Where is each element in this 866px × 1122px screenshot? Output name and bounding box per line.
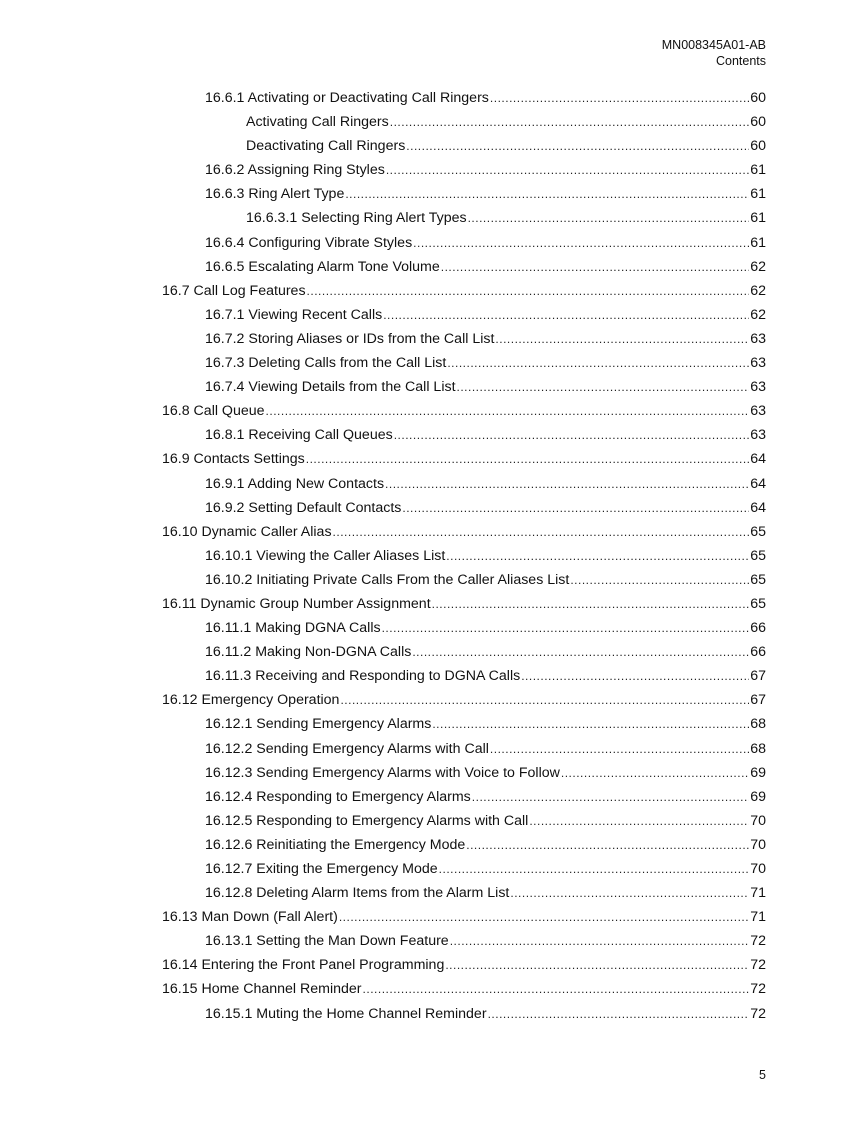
toc-entry-title[interactable]: 16.6.1 Activating or Deactivating Call Ringers bbox=[205, 90, 489, 106]
toc-entry-title[interactable]: 16.14 Entering the Front Panel Programming bbox=[162, 957, 445, 974]
toc-entry-title[interactable]: 16.9.1 Adding New Contacts bbox=[205, 475, 385, 492]
dot-leader bbox=[466, 838, 749, 852]
dot-leader bbox=[570, 573, 749, 587]
toc-entry-page[interactable]: 69 bbox=[750, 788, 766, 805]
toc-entry[interactable] bbox=[162, 981, 766, 1005]
dot-leader bbox=[561, 766, 749, 780]
toc-entry-title[interactable]: 16.7 Call Log Features bbox=[162, 282, 306, 299]
toc-entry[interactable] bbox=[162, 235, 766, 259]
toc-entry-title[interactable]: 16.12.5 Responding to Emergency Alarms with Call bbox=[205, 812, 529, 829]
toc-entry-page[interactable]: 72 bbox=[750, 933, 766, 950]
toc-entry-page[interactable]: 65 bbox=[750, 523, 766, 540]
toc-entry-title[interactable]: 16.12.1 Sending Emergency Alarms bbox=[205, 716, 432, 733]
toc-entry[interactable] bbox=[162, 307, 766, 331]
toc-entry-page[interactable]: 71 bbox=[750, 885, 766, 902]
dot-leader bbox=[307, 284, 750, 298]
toc-entry-title[interactable]: 16.13 Man Down (Fall Alert) bbox=[162, 909, 338, 926]
toc-entry-page[interactable]: 66 bbox=[750, 620, 766, 637]
toc-entry-page[interactable]: 64 bbox=[750, 451, 766, 468]
toc-entry-title[interactable]: 16.6.5 Escalating Alarm Tone Volume bbox=[205, 258, 440, 275]
dot-leader bbox=[406, 139, 749, 153]
dot-leader bbox=[490, 91, 749, 105]
toc-entry-page[interactable]: 68 bbox=[750, 740, 766, 757]
toc-entry[interactable] bbox=[162, 644, 766, 668]
toc-entry-title[interactable]: 16.12.7 Exiting the Emergency Mode bbox=[205, 861, 438, 877]
toc-entry[interactable] bbox=[162, 403, 766, 427]
dot-leader bbox=[402, 501, 749, 515]
toc-entry-title[interactable]: 16.6.3.1 Selecting Ring Alert Types bbox=[246, 210, 467, 227]
dot-leader bbox=[468, 211, 750, 225]
toc-entry[interactable] bbox=[162, 837, 766, 861]
dot-leader bbox=[339, 910, 749, 924]
dot-leader bbox=[472, 790, 749, 804]
toc-entry-title[interactable]: 16.12.8 Deleting Alarm Items from the Alarm List bbox=[205, 885, 510, 902]
dot-leader bbox=[529, 814, 749, 828]
toc-entry-title[interactable]: 16.12.4 Responding to Emergency Alarms bbox=[205, 788, 471, 805]
dot-leader bbox=[340, 693, 749, 707]
dot-leader bbox=[386, 163, 749, 177]
toc-entry[interactable] bbox=[162, 476, 766, 500]
toc-entry-page[interactable]: 72 bbox=[750, 1005, 766, 1022]
dot-leader bbox=[439, 862, 750, 876]
toc-entry-page[interactable]: 63 bbox=[750, 379, 766, 396]
toc-entry-page[interactable]: 72 bbox=[750, 981, 766, 998]
toc-entry[interactable] bbox=[162, 861, 766, 885]
dot-leader bbox=[445, 958, 749, 972]
toc-entry-page[interactable]: 68 bbox=[750, 716, 766, 733]
toc-entry-page[interactable]: 62 bbox=[750, 282, 766, 299]
dot-leader bbox=[432, 717, 749, 731]
dot-leader bbox=[363, 982, 750, 996]
dot-leader bbox=[521, 669, 749, 683]
dot-leader bbox=[412, 645, 749, 659]
toc-entry-title[interactable]: 16.9.2 Setting Default Contacts bbox=[205, 499, 402, 516]
toc-entry[interactable] bbox=[162, 716, 766, 740]
section-name: Contents bbox=[715, 54, 766, 68]
toc-entry-page[interactable]: 62 bbox=[750, 258, 766, 275]
toc-entry[interactable] bbox=[162, 692, 766, 716]
toc-entry-page[interactable]: 70 bbox=[750, 812, 766, 829]
toc-entry[interactable] bbox=[162, 620, 766, 644]
toc-entry-title[interactable]: 16.6.3 Ring Alert Type bbox=[205, 186, 345, 203]
dot-leader bbox=[432, 597, 750, 611]
toc-entry[interactable] bbox=[162, 909, 766, 933]
toc-entry-title[interactable]: 16.8 Call Queue bbox=[162, 403, 265, 420]
dot-leader bbox=[306, 452, 749, 466]
toc-entry-title[interactable]: 16.13.1 Setting the Man Down Feature bbox=[205, 933, 449, 950]
toc-entry-title[interactable]: 16.8.1 Receiving Call Queues bbox=[205, 427, 393, 444]
dot-leader bbox=[266, 404, 750, 418]
toc-entry[interactable] bbox=[162, 259, 766, 283]
dot-leader bbox=[385, 477, 749, 491]
dot-leader bbox=[446, 549, 749, 563]
dot-leader bbox=[450, 934, 750, 948]
toc-entry-page[interactable]: 67 bbox=[750, 692, 766, 709]
toc-entry[interactable] bbox=[162, 379, 766, 403]
toc-entry-page[interactable]: 63 bbox=[750, 427, 766, 444]
toc-entry-title[interactable]: 16.11.3 Receiving and Responding to DGNA Calls bbox=[205, 668, 521, 685]
dot-leader bbox=[394, 428, 750, 442]
toc-entry-title[interactable]: 16.7.2 Storing Aliases or IDs from the Call List bbox=[205, 330, 495, 347]
toc-entry-title[interactable]: 16.11.1 Making DGNA Calls bbox=[205, 620, 381, 637]
page-number: 5 bbox=[759, 1068, 766, 1082]
toc-entry-title[interactable]: 16.12.2 Sending Emergency Alarms with Call bbox=[205, 740, 489, 757]
toc-entry[interactable] bbox=[162, 138, 766, 162]
toc-entry[interactable] bbox=[162, 331, 766, 355]
dot-leader bbox=[413, 236, 749, 250]
toc-entry[interactable] bbox=[162, 355, 766, 379]
toc-entry[interactable] bbox=[162, 427, 766, 451]
toc-entry-title[interactable]: 16.15.1 Muting the Home Channel Reminder bbox=[205, 1005, 487, 1022]
dot-leader bbox=[333, 525, 750, 539]
toc-entry[interactable] bbox=[162, 186, 766, 210]
toc-entry-page[interactable]: 65 bbox=[750, 595, 766, 612]
toc-entry-page[interactable]: 63 bbox=[750, 330, 766, 347]
toc-entry-page[interactable]: 61 bbox=[750, 234, 766, 251]
dot-leader bbox=[382, 621, 750, 635]
toc-entry-title[interactable]: Deactivating Call Ringers bbox=[246, 138, 406, 155]
toc-entry[interactable] bbox=[162, 210, 766, 234]
dot-leader bbox=[345, 187, 749, 201]
toc-entry-page[interactable]: 63 bbox=[750, 355, 766, 372]
toc-entry[interactable] bbox=[162, 90, 766, 114]
toc-entry-title[interactable]: 16.10.1 Viewing the Caller Aliases List bbox=[205, 547, 446, 564]
toc-entry-title[interactable]: 16.12.6 Reinitiating the Emergency Mode bbox=[205, 836, 466, 853]
toc-entry[interactable] bbox=[162, 524, 766, 548]
dot-leader bbox=[457, 380, 750, 394]
dot-leader bbox=[447, 356, 749, 370]
dot-leader bbox=[510, 886, 749, 900]
toc-entry-title[interactable]: 16.15 Home Channel Reminder bbox=[162, 981, 362, 998]
toc-entry-page[interactable]: 65 bbox=[750, 547, 766, 564]
toc-entry-page[interactable]: 72 bbox=[750, 957, 766, 974]
toc-entry[interactable] bbox=[162, 162, 766, 186]
table-of-contents bbox=[162, 90, 766, 1030]
toc-entry-title[interactable]: 16.12 Emergency Operation bbox=[162, 692, 340, 709]
toc-entry-title[interactable]: 16.10.2 Initiating Private Calls From the Caller Aliases List bbox=[205, 571, 570, 588]
toc-entry-page[interactable]: 60 bbox=[750, 114, 766, 131]
toc-entry-page[interactable]: 60 bbox=[750, 90, 766, 106]
toc-entry[interactable] bbox=[162, 789, 766, 813]
toc-entry-page[interactable]: 61 bbox=[750, 186, 766, 203]
toc-entry[interactable] bbox=[162, 668, 766, 692]
toc-entry-page[interactable]: 60 bbox=[750, 138, 766, 155]
toc-entry[interactable] bbox=[162, 548, 766, 572]
toc-entry[interactable] bbox=[162, 1006, 766, 1030]
toc-entry-page[interactable]: 63 bbox=[750, 403, 766, 420]
toc-entry[interactable] bbox=[162, 500, 766, 524]
toc-entry-page[interactable]: 69 bbox=[750, 764, 766, 781]
toc-entry-page[interactable]: 61 bbox=[750, 210, 766, 227]
toc-entry-page[interactable]: 65 bbox=[750, 571, 766, 588]
dot-leader bbox=[495, 332, 749, 346]
dot-leader bbox=[488, 1007, 750, 1021]
toc-entry[interactable] bbox=[162, 765, 766, 789]
toc-entry-title[interactable]: Activating Call Ringers bbox=[246, 114, 389, 131]
toc-entry[interactable] bbox=[162, 596, 766, 620]
dot-leader bbox=[441, 260, 749, 274]
toc-entry-page[interactable]: 64 bbox=[750, 475, 766, 492]
toc-entry-title[interactable]: 16.7.1 Viewing Recent Calls bbox=[205, 306, 383, 323]
toc-entry-page[interactable]: 61 bbox=[750, 162, 766, 179]
toc-entry[interactable] bbox=[162, 885, 766, 909]
page-header bbox=[662, 37, 766, 69]
toc-entry-title[interactable]: 16.6.2 Assigning Ring Styles bbox=[205, 162, 385, 179]
dot-leader bbox=[490, 742, 749, 756]
toc-entry-title[interactable]: 16.7.3 Deleting Calls from the Call List bbox=[205, 355, 447, 372]
toc-entry[interactable] bbox=[162, 283, 766, 307]
toc-entry-title[interactable]: 16.7.4 Viewing Details from the Call List bbox=[205, 379, 456, 396]
toc-entry[interactable] bbox=[162, 957, 766, 981]
toc-entry-title[interactable]: 16.11.2 Making Non-DGNA Calls bbox=[205, 644, 412, 661]
toc-entry-title[interactable]: 16.9 Contacts Settings bbox=[162, 451, 305, 468]
toc-entry-page[interactable]: 71 bbox=[750, 909, 766, 926]
dot-leader bbox=[383, 308, 749, 322]
toc-entry[interactable] bbox=[162, 741, 766, 765]
toc-entry-title[interactable]: 16.10 Dynamic Caller Alias bbox=[162, 523, 332, 540]
toc-entry[interactable] bbox=[162, 114, 766, 138]
toc-entry-page[interactable]: 62 bbox=[750, 306, 766, 323]
toc-entry-page[interactable]: 70 bbox=[750, 861, 766, 877]
toc-entry-page[interactable]: 64 bbox=[750, 499, 766, 516]
toc-entry-page[interactable]: 70 bbox=[750, 836, 766, 853]
dot-leader bbox=[390, 115, 749, 129]
toc-entry-title[interactable]: 16.12.3 Sending Emergency Alarms with Voice to Follow bbox=[205, 764, 560, 781]
toc-entry-title[interactable]: 16.11 Dynamic Group Number Assignment bbox=[162, 595, 431, 612]
toc-entry[interactable] bbox=[162, 451, 766, 475]
toc-entry[interactable] bbox=[162, 572, 766, 596]
document-id: MN008345A01-AB bbox=[661, 38, 766, 52]
toc-entry[interactable] bbox=[162, 933, 766, 957]
toc-entry-title[interactable]: 16.6.4 Configuring Vibrate Styles bbox=[205, 234, 413, 251]
toc-entry-page[interactable]: 67 bbox=[750, 668, 766, 685]
toc-entry-page[interactable]: 66 bbox=[750, 644, 766, 661]
toc-entry[interactable] bbox=[162, 813, 766, 837]
